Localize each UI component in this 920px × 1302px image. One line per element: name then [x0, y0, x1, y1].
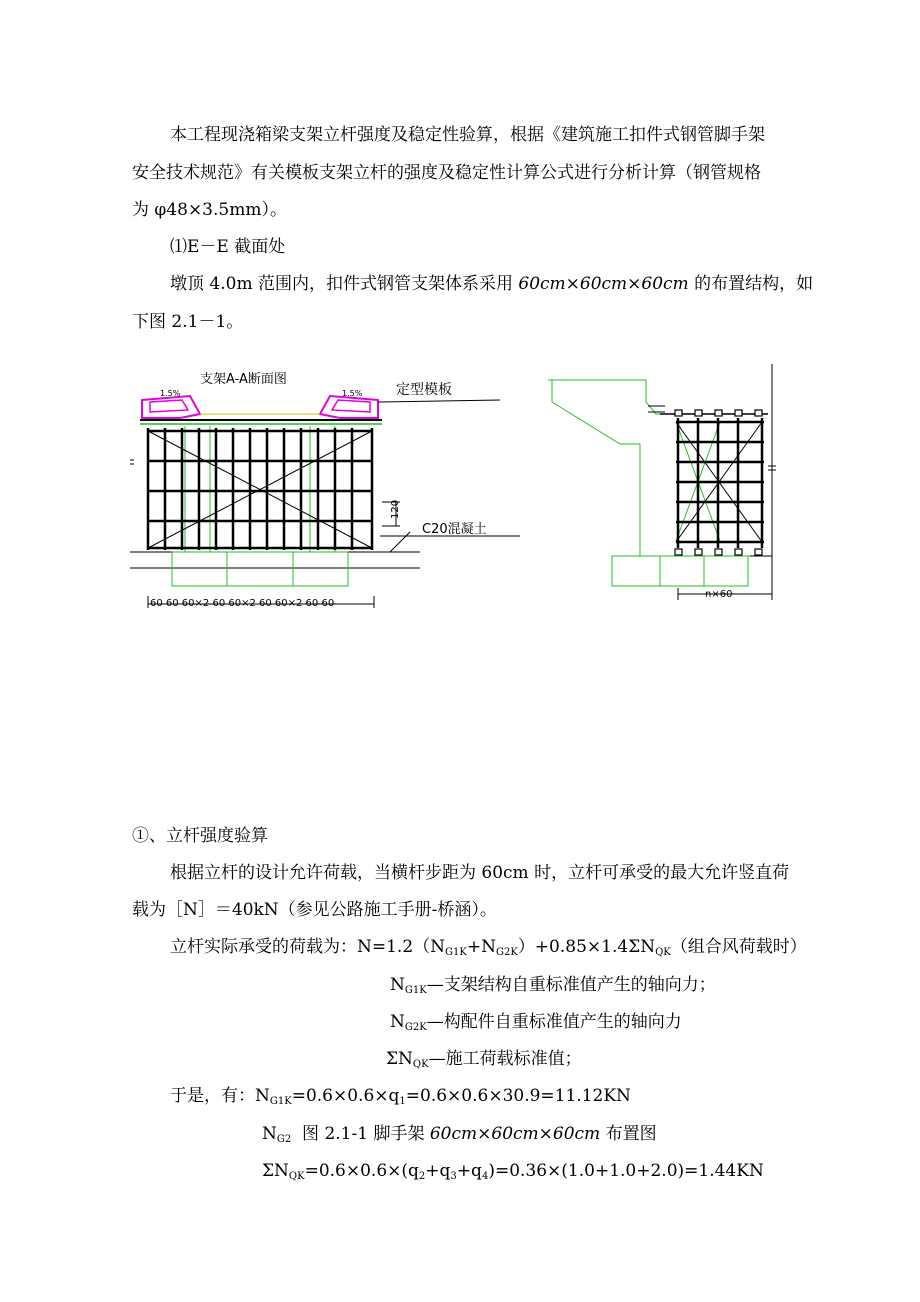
- section-e-line-2: 下图 2.1－1。: [132, 312, 244, 332]
- intro-line-1: 本工程现浇箱梁支架立杆强度及稳定性验算，根据《建筑施工扣件式钢管脚手架: [170, 125, 765, 145]
- calc-ng2-caption: $N_{G2}$ 图 2.1-1 脚手架 60cm×60cm×60cm 布置图: [262, 1124, 657, 1145]
- strength-p1-line-2: 载为［N］＝40kN（参见公路施工手册-桥涵）。: [132, 900, 497, 920]
- left-figure-title: 支架A-A断面图: [200, 372, 287, 387]
- intro-line-2: 安全技术规范》有关模板支架立杆的强度及稳定性计算公式进行分析计算（钢管规格: [132, 163, 761, 183]
- height-label: 120: [390, 499, 401, 519]
- section-e-line-1: 墩顶 4.0m 范围内，扣件式钢管支架体系采用 60cm×60cm×60cm 的布置结构，如: [170, 274, 814, 294]
- section-e-heading: ⑴E－E 截面处: [170, 237, 286, 257]
- calc-ng1k: 于是，有：$N_{G1K}=0.6\times 0.6\times q_1=0.6\times 0.6\times 30.9=11.12KN$: [170, 1086, 631, 1107]
- slope-right-label: 1.5%: [342, 389, 363, 398]
- bottom-dim-label: 60 60 60×2 60 60×2 60 60×2 60 60: [150, 598, 335, 609]
- definition-ng1k: $N_{G1K}—$支架结构自重标准值产生的轴向力；: [390, 975, 716, 996]
- slope-left-label: 1.5%: [160, 389, 181, 398]
- definition-ng2k: $N_{G2K}—$构配件自重标准值产生的轴向力: [390, 1012, 682, 1033]
- load-formula: 立杆实际承受的荷载为：$N=1.2(N_{G1K}+N_{G2K})+0.85\times 1.4\Sigma N_{QK}$（组合风荷载时）: [170, 937, 807, 958]
- figure-caption: 图 2.1-1 脚手架 60cm×60cm×60cm 布置图: [302, 1124, 657, 1144]
- concrete-label: C20混凝土: [422, 522, 487, 537]
- calc-nqk: $\Sigma N_{QK}=0.6\times 0.6\times(q_2+q_3+q_4)=0.36\times(1.0+1.0+2.0)=1.44KN$: [262, 1161, 764, 1182]
- scaffold-layout-figure: [120, 356, 820, 616]
- formwork-label: 定型模板: [396, 382, 452, 398]
- right-section-drawing: [548, 364, 776, 600]
- intro-line-3: 为 φ48×3.5mm）。: [132, 200, 287, 220]
- strength-heading: ①、立杆强度验算: [132, 826, 268, 846]
- strength-p1-line-1: 根据立杆的设计允许荷载，当横杆步距为 60cm 时，立杆可承受的最大允许竖直荷: [170, 863, 790, 883]
- right-dim-label: n×60: [705, 589, 733, 600]
- definition-nqk: $\Sigma N_{QK}—$施工荷载标准值；: [386, 1049, 582, 1070]
- left-section-drawing: [130, 371, 520, 609]
